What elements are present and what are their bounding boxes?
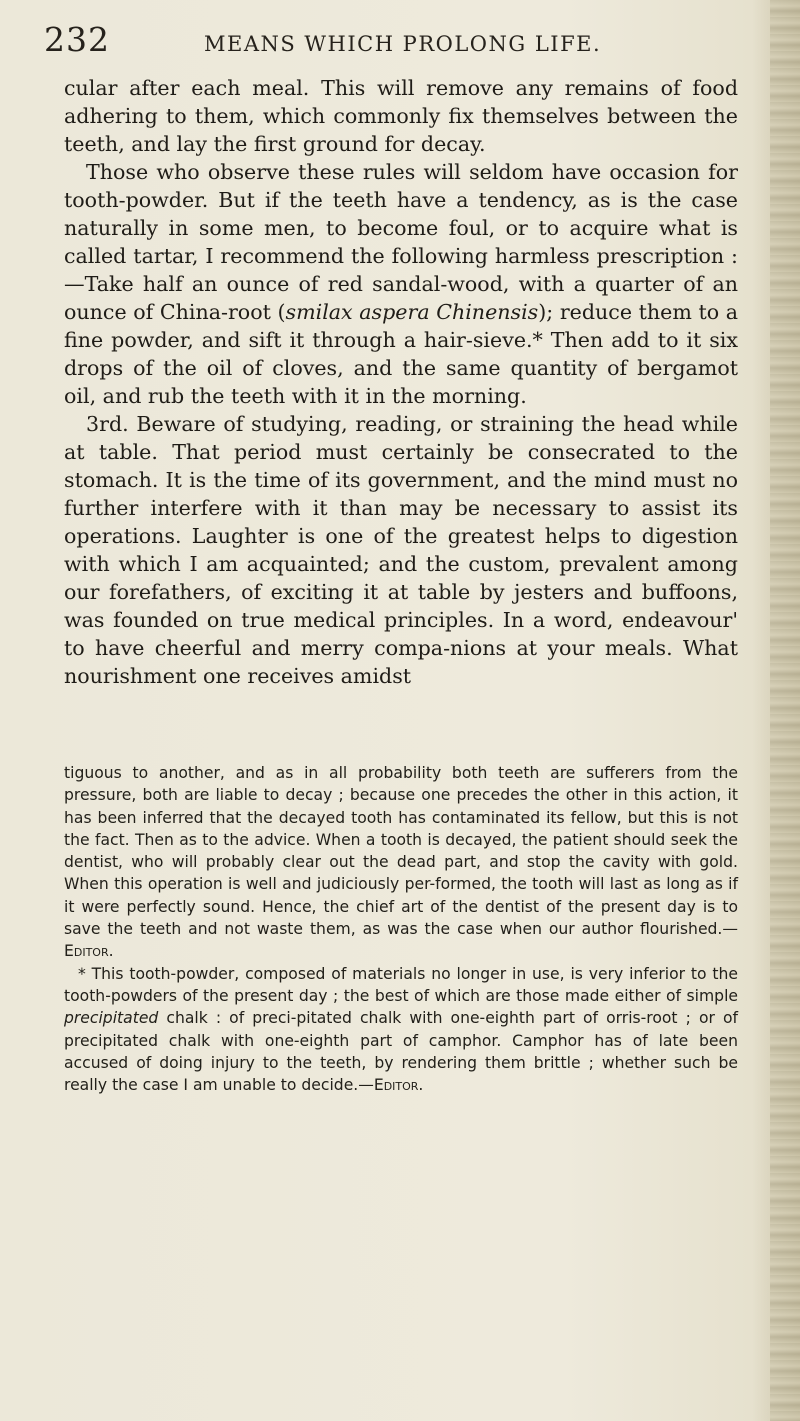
paragraph-2 (64, 158, 738, 410)
running-head: MEANS WHICH PROLONG LIFE. (204, 32, 602, 56)
footnote-star-text-a: * This tooth-powder, composed of materials no longer in use, is very inferior to the tooth-powders of the present day ; the best of which are those made either of simple (64, 964, 738, 1005)
footnote-signature: Editor. (64, 942, 114, 961)
footnote-italic-word: precipitated (64, 1009, 159, 1028)
paragraph-1: cular after each meal. This will remove any remains of food adhering to them, which commonly fix themselves between the teeth, and lay the first ground for decay. (64, 76, 738, 156)
page-edge (770, 0, 800, 1421)
page-header (44, 20, 764, 60)
paragraph-2-text-a: Those who observe these rules will seldom have occasion for tooth-powder. But if the teeth have a tendency, as is the case naturally in some men, to become foul, or to acquire what is called tartar, I recommend the following harmless prescription :—Take half an ounce of red sandal-wood, with a quarter of an ounce of China-root ( (64, 160, 738, 324)
main-text (64, 74, 738, 690)
paragraph-3: 3rd. Beware of studying, reading, or straining the head while at table. That period must certainly be consecrated to the stomach. It is the time of its government, and the mind must no further interfere with it than may be necessary to assist its operations. Laughter is one of the greatest helps to digestion with which I am acquainted; and the custom, prevalent among our forefathers, of exciting it at table by jesters and buffoons, was founded on true medical principles. In a word, endeavour' to have cheerful and merry compa-nions at your meals. What nourishment one receives amidst (64, 412, 738, 688)
footnote-star (64, 963, 738, 1097)
footnotes (64, 762, 738, 1096)
botanical-name: smilax aspera Chinensis (285, 300, 539, 324)
footnote-continued (64, 762, 738, 963)
paragraph-2-text-b: ); reduce them to a fine powder, and sift it through a hair-sieve.* Then add to it six drops of the oil of cloves, and the same quantity of bergamot oil, and rub the teeth with it in the morning. (64, 300, 738, 408)
footnote-star-text-b: chalk : of preci-pitated chalk with one-eighth part of orris-root ; or of precipitated chalk with one-eighth part of camphor. Camphor has of late been accused of doing injury to the teeth, by rendering them brittle ; whether such be really the case I am unable to decide.— (64, 1009, 738, 1095)
footnote-continued-text: tiguous to another, and as in all probability both teeth are sufferers from the pressure, both are liable to decay ; because one precedes the other in this action, it has been inferred that the decayed tooth has contaminated its fellow, but this is not the fact. Then as to the advice. When a tooth is decayed, the patient should seek the dentist, who will probably clear out the dead part, and stop the cavity with gold. When this operation is well and judiciously per-formed, the tooth will last as long as if it were perfectly sound. Hence, the chief art of the dentist of the present day is to save the teeth and not waste them, as was the case when our author flourished.— (64, 764, 738, 939)
page-number: 232 (44, 20, 110, 59)
footnote-star-signature: Editor. (373, 1076, 424, 1095)
